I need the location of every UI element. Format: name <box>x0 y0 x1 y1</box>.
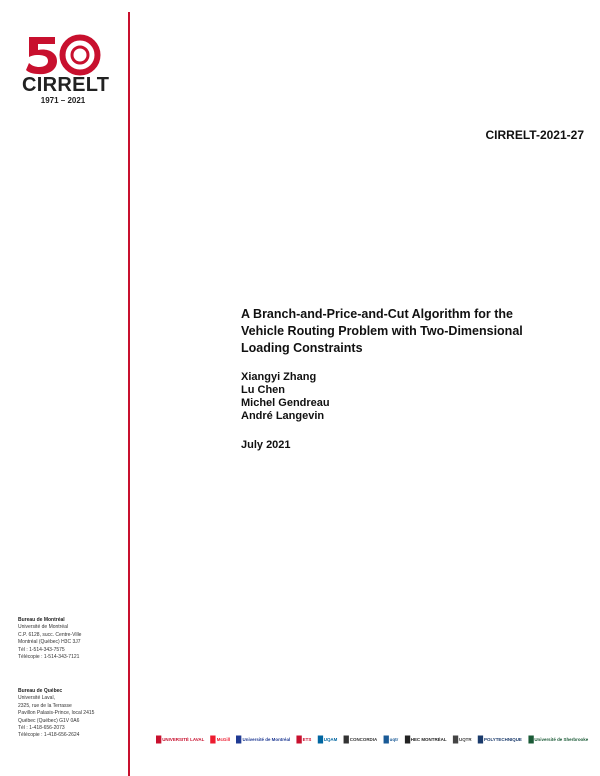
partner-name: Université de Sherbrooke <box>534 736 589 743</box>
partner-mark-icon <box>453 736 458 744</box>
partner-logo <box>453 736 472 744</box>
partner-mark-icon <box>344 736 349 744</box>
office-line: Télécopie : 1-514-343-7121 <box>18 654 80 661</box>
partner-mark-icon <box>383 736 388 744</box>
author-name: André Langevin <box>241 410 325 422</box>
office-heading: Bureau de Québec <box>18 688 63 694</box>
title-line: A Branch-and-Price-and-Cut Algorithm for the <box>241 307 513 321</box>
publication-date: July 2021 <box>241 439 291 451</box>
partner-mark-icon <box>156 736 161 744</box>
partner-name: McGill <box>216 736 231 743</box>
partner-logo <box>528 736 588 744</box>
partner-name: UQAM <box>323 736 338 743</box>
partner-logo <box>211 736 231 744</box>
office-line: Université de Montréal <box>18 624 69 631</box>
office-line: Université Laval, <box>18 695 55 702</box>
montreal-office <box>18 617 81 661</box>
partner-name: ETS <box>302 736 312 743</box>
partner-logo <box>478 736 522 744</box>
partner-mark-icon <box>478 736 483 744</box>
partner-mark-icon <box>318 736 323 744</box>
office-line: Tél : 1-418-656-2073 <box>18 725 65 732</box>
office-line: C.P. 6128, succ. Centre-Ville <box>18 631 82 638</box>
office-line: Québec (Québec) G1V 0A6 <box>18 717 80 724</box>
office-heading: Bureau de Montréal <box>18 617 65 623</box>
document-title <box>241 306 581 357</box>
partner-name: HEC MONTRÉAL <box>410 736 447 743</box>
margin-rule <box>128 12 130 776</box>
partner-logo <box>296 736 311 744</box>
office-line: Pavillon Palasis-Prince, local 2415 <box>18 710 95 717</box>
logo-name: CIRRELT <box>22 74 110 96</box>
office-line: Montréal (Québec) H3C 3J7 <box>18 639 81 646</box>
title-line: Vehicle Routing Problem with Two-Dimensional <box>241 324 523 338</box>
logo-50-icon <box>25 34 101 76</box>
partner-name: CONCORDIA <box>349 736 378 743</box>
partner-mark-icon <box>405 736 410 744</box>
office-line: Télécopie : 1-418-656-2624 <box>18 732 80 739</box>
partner-name: POLYTECHNIQUE <box>484 736 522 743</box>
partner-name: UQTR <box>458 736 472 743</box>
partner-mark-icon <box>236 736 241 744</box>
title-line: Loading Constraints <box>241 341 363 355</box>
author-list <box>241 371 330 423</box>
partner-logo <box>344 736 378 744</box>
partner-mark-icon <box>296 736 301 744</box>
office-line: Tél : 1-514-343-7575 <box>18 646 65 653</box>
logo-years: 1971 – 2021 <box>40 96 86 105</box>
partner-logo <box>236 736 290 744</box>
author-name: Michel Gendreau <box>241 397 330 409</box>
partner-logos <box>156 736 588 744</box>
partner-logo <box>156 736 204 744</box>
report-id: CIRRELT-2021-27 <box>485 128 584 142</box>
partner-logo <box>318 736 338 744</box>
author-name: Xiangyi Zhang <box>241 371 317 383</box>
quebec-office <box>18 688 94 740</box>
partner-name: UNIVERSITÉ LAVAL <box>162 736 205 743</box>
partner-logo <box>405 736 447 744</box>
cirrelt-logo <box>22 34 110 105</box>
partner-name: Université de Montréal <box>242 736 291 743</box>
partner-name: uqtr <box>389 736 399 743</box>
partner-logo <box>383 736 398 744</box>
author-name: Lu Chen <box>241 384 285 396</box>
partner-mark-icon <box>211 736 216 744</box>
office-line: 2325, rue de la Terrasse <box>18 702 72 709</box>
partner-mark-icon <box>528 736 533 744</box>
